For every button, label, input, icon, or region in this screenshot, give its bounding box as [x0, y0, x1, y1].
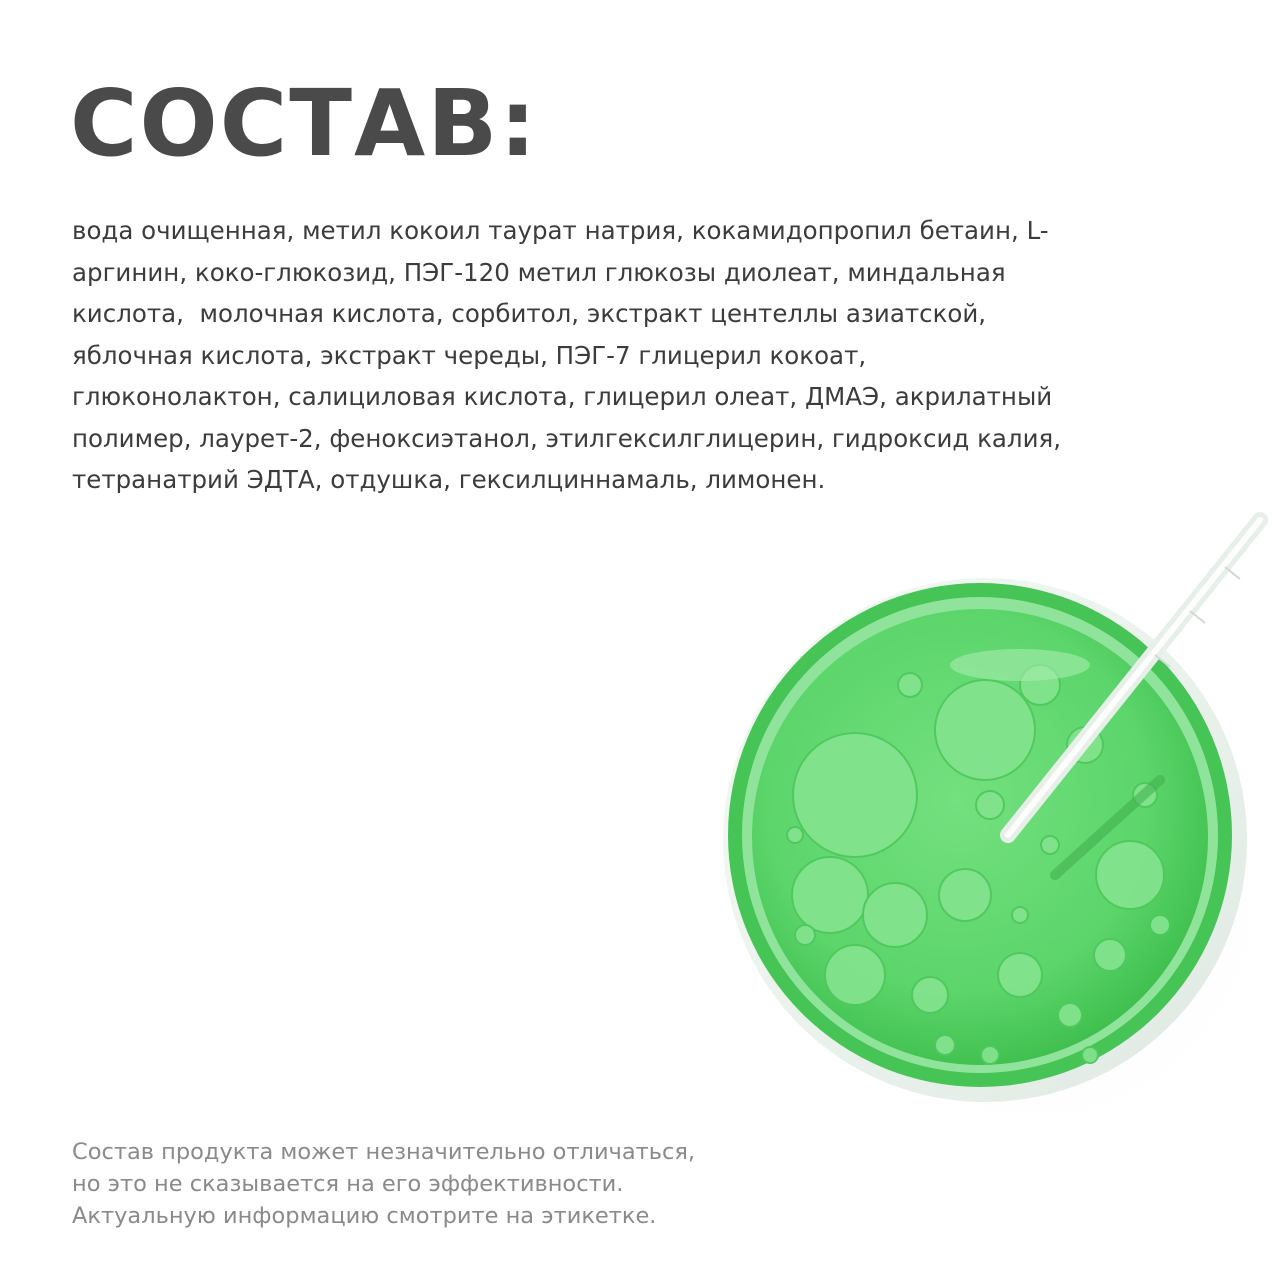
bubble [1058, 1003, 1082, 1027]
petri-dish-icon [690, 495, 1280, 1155]
ingredients-line: глюконолактон, салициловая кислота, глицерил олеат, ДМАЭ, акрилатный [72, 382, 1053, 411]
bubble [981, 1046, 999, 1064]
bubble [792, 857, 868, 933]
bubble [1012, 907, 1028, 923]
bubble [795, 925, 815, 945]
ingredients-line: аргинин, коко-глюкозид, ПЭГ-120 метил глюкозы диолеат, миндальная [72, 257, 1006, 287]
ingredients-line: кислота, молочная кислота, сорбитол, экстракт центеллы азиатской, [72, 299, 987, 328]
bubble [1094, 939, 1126, 971]
ingredients-line: тетранатрий ЭДТА, отдушка, гексилциннамаль, лимонен. [72, 465, 826, 494]
disclaimer-line: но это не сказывается на его эффективности. [72, 1171, 624, 1197]
page-title: СОСТАВ: [70, 70, 539, 177]
bubble [935, 680, 1035, 780]
gel-highlight [950, 649, 1090, 681]
bubble [976, 791, 1004, 819]
bubble [863, 883, 927, 947]
bubble [998, 953, 1042, 997]
ingredients-line: яблочная кислота, экстракт череды, ПЭГ-7 глицерил кокоат, [72, 340, 867, 370]
bubble [912, 977, 948, 1013]
disclaimer-line: Состав продукта может незначительно отличаться, [72, 1139, 696, 1165]
bubble [1096, 841, 1164, 909]
bubble [1150, 915, 1170, 935]
bubble [939, 869, 991, 921]
bubble [825, 945, 885, 1005]
bubble [935, 1035, 955, 1055]
bubble [1082, 1047, 1098, 1063]
bubble [793, 733, 917, 857]
bubble [787, 827, 803, 843]
ingredients-list [72, 210, 1222, 501]
disclaimer [72, 1136, 695, 1232]
ingredients-line: вода очищенная, метил кокоил таурат натрия, кокамидопропил бетаин, L- [72, 216, 1049, 245]
disclaimer-line: Актуальную информацию смотрите на этикетке. [72, 1203, 657, 1229]
ingredients-line: полимер, лаурет-2, феноксиэтанол, этилгексилглицерин, гидроксид калия, [72, 423, 1062, 453]
bubble [1041, 836, 1059, 854]
bubble [898, 673, 922, 697]
